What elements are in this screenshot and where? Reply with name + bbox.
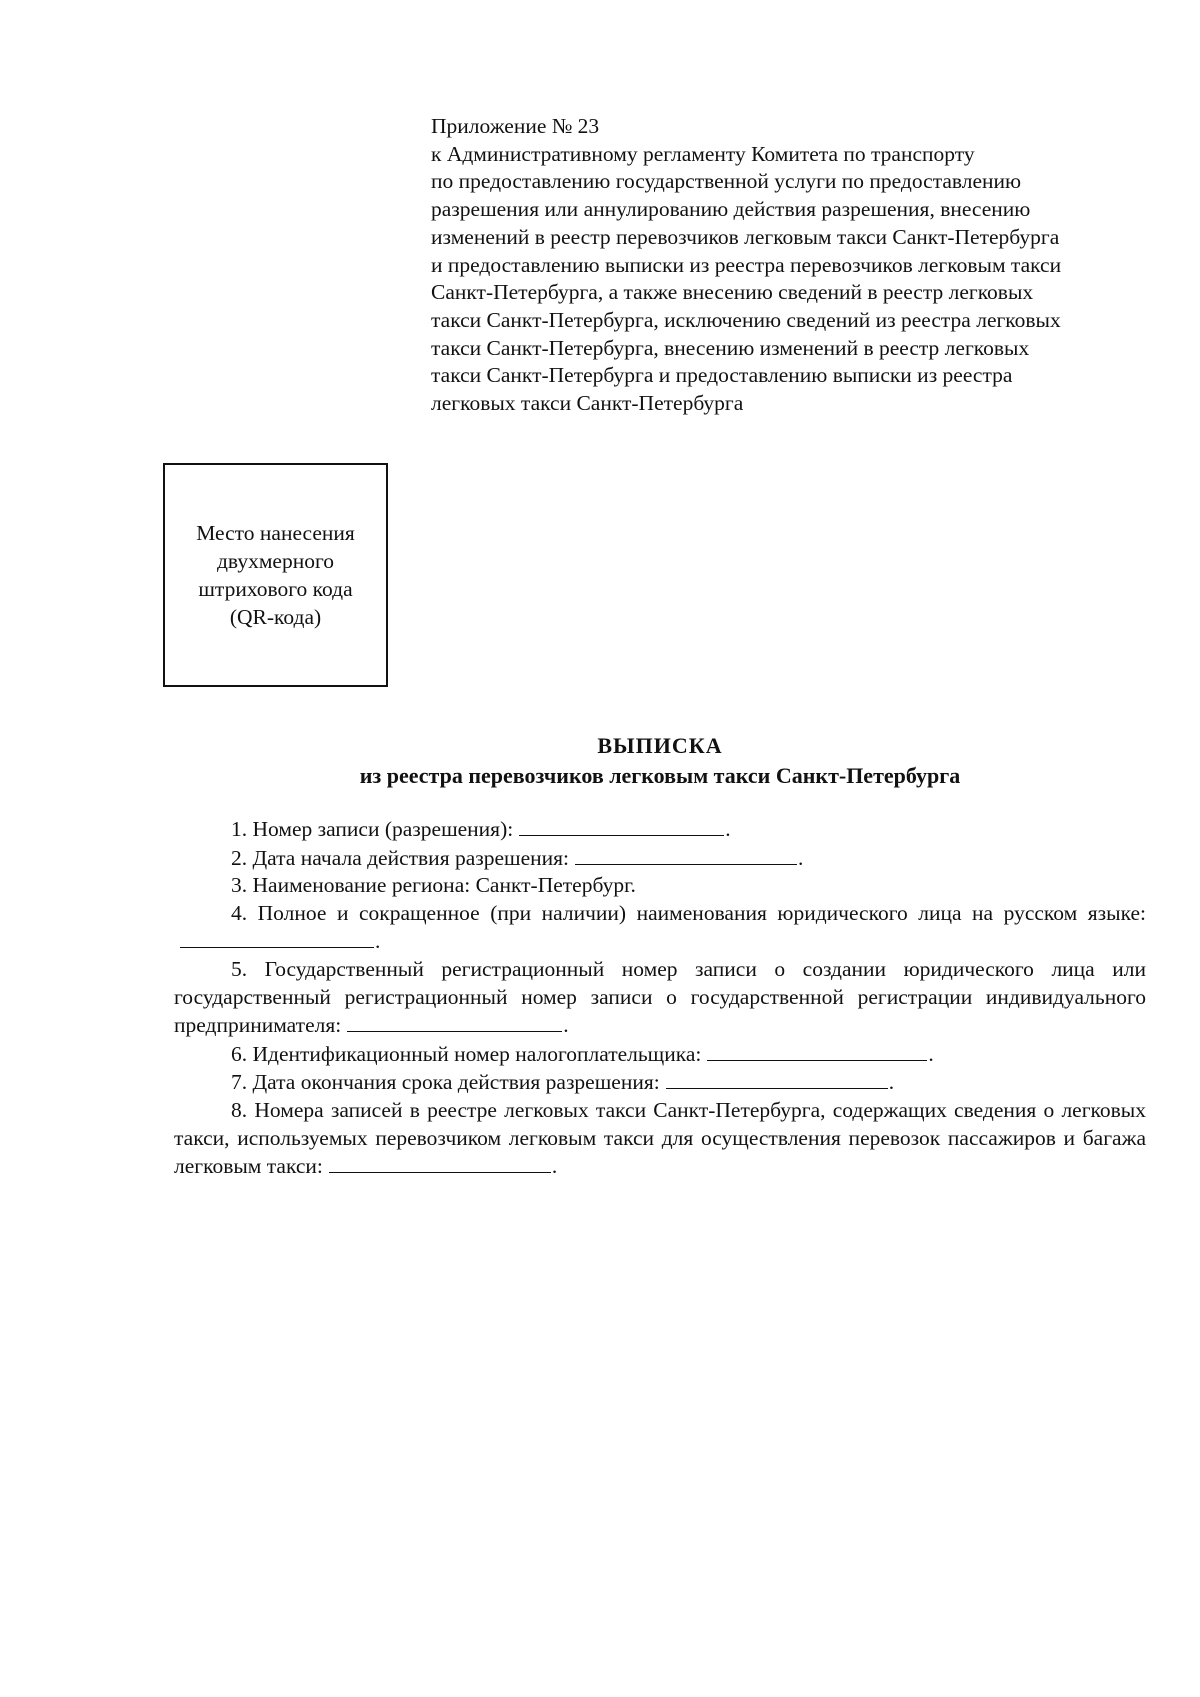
item-label: 4. Полное и сокращенное (при наличии) наименования юридического лица на русском языке: [231,900,1146,925]
item-label: 2. Дата начала действия разрешения: [231,845,570,870]
item-end: . [798,845,804,870]
qr-text-line: Место нанесения [196,521,355,545]
qr-text-line: двухмерного [216,549,335,573]
item-start-date [174,844,1146,873]
qr-placeholder-text [165,519,386,631]
item-tax-id [174,1040,1146,1069]
annex-line: такси Санкт-Петербурга, внесению изменений в реестр легковых [431,335,1030,360]
annex-line: легковых такси Санкт-Петербурга [431,391,744,416]
annex-line: разрешения или аннулированию действия разрешения, внесению [431,197,1031,222]
title-subtitle: из реестра перевозчиков легковым такси Санкт-Петербурга [359,763,961,788]
blank-field [180,927,374,948]
document-title [160,731,1160,791]
item-label: 6. Идентификационный номер налогоплательщика: [231,1041,702,1066]
item-legal-name [174,900,1146,956]
annex-line: изменений в реестр перевозчиков легковым такси Санкт-Петербурга [431,224,1060,249]
qr-text-line: (QR-кода) [229,605,322,629]
item-end: . [375,929,381,954]
extract-items [174,815,1146,1181]
blank-field [329,1152,551,1173]
qr-text-line: штрихового кода [198,577,353,601]
item-end-date [174,1068,1146,1097]
annex-line: к Административному регламенту Комитета по транспорту [431,141,975,166]
blank-field [519,815,724,836]
blank-field [666,1068,888,1089]
item-label: 7. Дата окончания срока действия разрешения: [231,1070,660,1095]
item-end: . [725,817,731,841]
annex-header [431,113,1151,418]
item-end: . [928,1041,934,1066]
item-end: . [888,1070,895,1095]
item-label: 5. Государственный регистрационный номер записи о создании юридического лица или государственный регистрационный номер записи о государственной регистрации индивидуального предпринимателя: [174,956,1146,1038]
blank-field [347,1011,562,1032]
annex-line: такси Санкт-Петербурга и предоставлению выписки из реестра [431,363,1013,388]
item-registration-number [174,956,1146,1040]
title-main: ВЫПИСКА [597,733,723,758]
annex-line: Приложение № 23 [431,114,600,138]
item-label: 8. Номера записей в реестре легковых такси Санкт-Петербурга, содержащих сведения о легковых такси, используемых перевозчиком легковым такси для осуществления перевозок пассажиров и багажа легковым такси: [174,1097,1146,1179]
blank-field [575,844,797,865]
item-end: . [551,1154,558,1179]
item-label: 3. Наименование региона: Санкт-Петербург. [231,873,636,898]
item-label: 1. Номер записи (разрешения): [231,817,514,841]
annex-line: по предоставлению государственной услуги по предоставлению [431,169,1022,194]
annex-line: такси Санкт-Петербурга, исключению сведений из реестра легковых [431,307,1061,332]
annex-line: и предоставлению выписки из реестра перевозчиков легковым такси [431,252,1062,277]
item-region [174,872,1146,900]
annex-line: Санкт-Петербурга, а также внесению сведений в реестр легковых [431,280,1034,305]
blank-field [707,1040,927,1061]
item-record-number [174,815,1146,844]
item-end: . [563,1013,569,1038]
item-taxi-records [174,1097,1146,1181]
qr-code-placeholder [163,463,388,687]
